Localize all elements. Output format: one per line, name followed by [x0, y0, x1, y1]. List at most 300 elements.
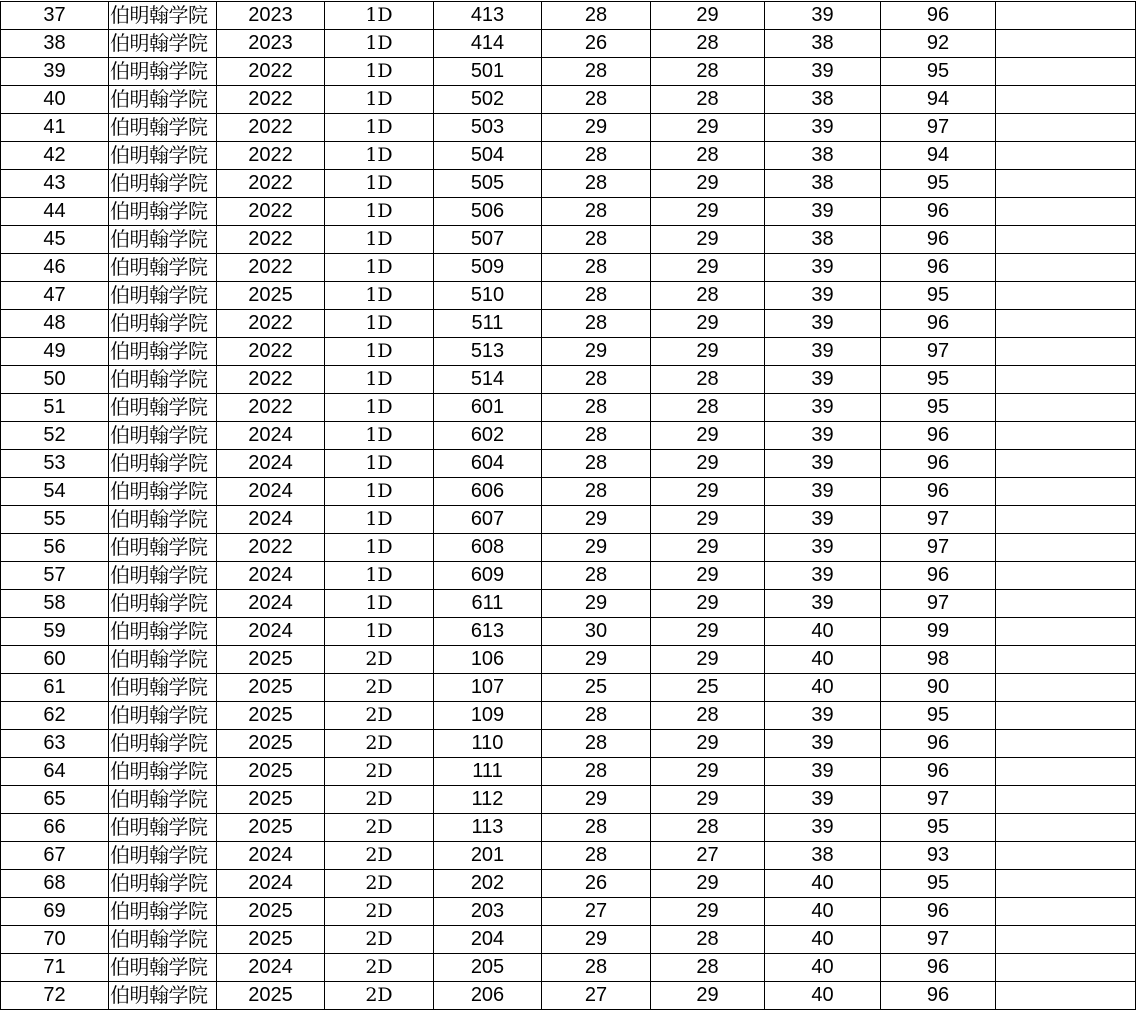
school-cell[interactable]: 伯明翰学院	[109, 338, 217, 366]
year-cell[interactable]: 2025	[217, 982, 325, 1010]
category-cell[interactable]: 2D	[325, 926, 434, 954]
school-cell[interactable]: 伯明翰学院	[109, 758, 217, 786]
score-c-cell[interactable]: 40	[765, 898, 881, 926]
room-cell[interactable]: 506	[434, 198, 542, 226]
score-a-cell[interactable]: 29	[542, 506, 651, 534]
row-number-cell[interactable]: 42	[1, 142, 109, 170]
row-number-cell[interactable]: 40	[1, 86, 109, 114]
row-number-cell[interactable]: 48	[1, 310, 109, 338]
row-number-cell[interactable]: 41	[1, 114, 109, 142]
room-cell[interactable]: 413	[434, 2, 542, 30]
total-cell[interactable]: 96	[881, 198, 996, 226]
year-cell[interactable]: 2024	[217, 422, 325, 450]
score-c-cell[interactable]: 38	[765, 86, 881, 114]
score-c-cell[interactable]: 40	[765, 954, 881, 982]
extra-cell[interactable]	[996, 842, 1136, 870]
row-number-cell[interactable]: 52	[1, 422, 109, 450]
extra-cell[interactable]	[996, 898, 1136, 926]
year-cell[interactable]: 2023	[217, 30, 325, 58]
category-cell[interactable]: 2D	[325, 702, 434, 730]
total-cell[interactable]: 97	[881, 114, 996, 142]
score-b-cell[interactable]: 29	[651, 338, 765, 366]
score-c-cell[interactable]: 39	[765, 282, 881, 310]
score-c-cell[interactable]: 38	[765, 226, 881, 254]
school-cell[interactable]: 伯明翰学院	[109, 198, 217, 226]
total-cell[interactable]: 96	[881, 310, 996, 338]
score-b-cell[interactable]: 29	[651, 198, 765, 226]
category-cell[interactable]: 1D	[325, 338, 434, 366]
extra-cell[interactable]	[996, 450, 1136, 478]
total-cell[interactable]: 96	[881, 422, 996, 450]
category-cell[interactable]: 1D	[325, 226, 434, 254]
extra-cell[interactable]	[996, 366, 1136, 394]
room-cell[interactable]: 604	[434, 450, 542, 478]
extra-cell[interactable]	[996, 926, 1136, 954]
year-cell[interactable]: 2022	[217, 170, 325, 198]
score-c-cell[interactable]: 38	[765, 842, 881, 870]
score-c-cell[interactable]: 40	[765, 618, 881, 646]
row-number-cell[interactable]: 47	[1, 282, 109, 310]
score-b-cell[interactable]: 29	[651, 758, 765, 786]
school-cell[interactable]: 伯明翰学院	[109, 2, 217, 30]
total-cell[interactable]: 95	[881, 58, 996, 86]
room-cell[interactable]: 609	[434, 562, 542, 590]
score-b-cell[interactable]: 28	[651, 86, 765, 114]
row-number-cell[interactable]: 64	[1, 758, 109, 786]
score-b-cell[interactable]: 28	[651, 282, 765, 310]
year-cell[interactable]: 2024	[217, 506, 325, 534]
score-b-cell[interactable]: 27	[651, 842, 765, 870]
room-cell[interactable]: 106	[434, 646, 542, 674]
score-b-cell[interactable]: 29	[651, 898, 765, 926]
extra-cell[interactable]	[996, 86, 1136, 114]
category-cell[interactable]: 1D	[325, 534, 434, 562]
row-number-cell[interactable]: 60	[1, 646, 109, 674]
year-cell[interactable]: 2025	[217, 730, 325, 758]
category-cell[interactable]: 1D	[325, 86, 434, 114]
score-b-cell[interactable]: 29	[651, 618, 765, 646]
extra-cell[interactable]	[996, 982, 1136, 1010]
room-cell[interactable]: 502	[434, 86, 542, 114]
extra-cell[interactable]	[996, 870, 1136, 898]
category-cell[interactable]: 2D	[325, 982, 434, 1010]
score-a-cell[interactable]: 29	[542, 646, 651, 674]
school-cell[interactable]: 伯明翰学院	[109, 226, 217, 254]
score-a-cell[interactable]: 25	[542, 674, 651, 702]
score-b-cell[interactable]: 29	[651, 982, 765, 1010]
total-cell[interactable]: 96	[881, 226, 996, 254]
total-cell[interactable]: 96	[881, 982, 996, 1010]
score-c-cell[interactable]: 39	[765, 730, 881, 758]
total-cell[interactable]: 96	[881, 954, 996, 982]
school-cell[interactable]: 伯明翰学院	[109, 646, 217, 674]
score-c-cell[interactable]: 38	[765, 170, 881, 198]
score-b-cell[interactable]: 29	[651, 730, 765, 758]
category-cell[interactable]: 1D	[325, 58, 434, 86]
extra-cell[interactable]	[996, 590, 1136, 618]
score-c-cell[interactable]: 39	[765, 534, 881, 562]
school-cell[interactable]: 伯明翰学院	[109, 674, 217, 702]
school-cell[interactable]: 伯明翰学院	[109, 842, 217, 870]
score-b-cell[interactable]: 28	[651, 58, 765, 86]
room-cell[interactable]: 611	[434, 590, 542, 618]
extra-cell[interactable]	[996, 814, 1136, 842]
year-cell[interactable]: 2022	[217, 310, 325, 338]
room-cell[interactable]: 201	[434, 842, 542, 870]
score-c-cell[interactable]: 39	[765, 758, 881, 786]
score-c-cell[interactable]: 40	[765, 982, 881, 1010]
total-cell[interactable]: 94	[881, 142, 996, 170]
row-number-cell[interactable]: 39	[1, 58, 109, 86]
score-a-cell[interactable]: 28	[542, 842, 651, 870]
score-c-cell[interactable]: 39	[765, 338, 881, 366]
category-cell[interactable]: 2D	[325, 870, 434, 898]
score-a-cell[interactable]: 28	[542, 478, 651, 506]
score-c-cell[interactable]: 40	[765, 646, 881, 674]
school-cell[interactable]: 伯明翰学院	[109, 702, 217, 730]
total-cell[interactable]: 99	[881, 618, 996, 646]
row-number-cell[interactable]: 46	[1, 254, 109, 282]
total-cell[interactable]: 93	[881, 842, 996, 870]
row-number-cell[interactable]: 45	[1, 226, 109, 254]
year-cell[interactable]: 2025	[217, 646, 325, 674]
row-number-cell[interactable]: 56	[1, 534, 109, 562]
score-a-cell[interactable]: 28	[542, 310, 651, 338]
category-cell[interactable]: 1D	[325, 310, 434, 338]
school-cell[interactable]: 伯明翰学院	[109, 366, 217, 394]
score-b-cell[interactable]: 29	[651, 562, 765, 590]
row-number-cell[interactable]: 43	[1, 170, 109, 198]
score-a-cell[interactable]: 28	[542, 730, 651, 758]
total-cell[interactable]: 92	[881, 30, 996, 58]
school-cell[interactable]: 伯明翰学院	[109, 982, 217, 1010]
year-cell[interactable]: 2025	[217, 926, 325, 954]
row-number-cell[interactable]: 49	[1, 338, 109, 366]
score-b-cell[interactable]: 29	[651, 114, 765, 142]
school-cell[interactable]: 伯明翰学院	[109, 450, 217, 478]
category-cell[interactable]: 2D	[325, 730, 434, 758]
score-a-cell[interactable]: 28	[542, 142, 651, 170]
score-a-cell[interactable]: 28	[542, 2, 651, 30]
school-cell[interactable]: 伯明翰学院	[109, 310, 217, 338]
score-c-cell[interactable]: 39	[765, 422, 881, 450]
score-a-cell[interactable]: 28	[542, 422, 651, 450]
score-c-cell[interactable]: 40	[765, 926, 881, 954]
extra-cell[interactable]	[996, 114, 1136, 142]
category-cell[interactable]: 2D	[325, 814, 434, 842]
score-a-cell[interactable]: 28	[542, 814, 651, 842]
extra-cell[interactable]	[996, 142, 1136, 170]
category-cell[interactable]: 1D	[325, 254, 434, 282]
school-cell[interactable]: 伯明翰学院	[109, 170, 217, 198]
score-c-cell[interactable]: 39	[765, 786, 881, 814]
extra-cell[interactable]	[996, 758, 1136, 786]
extra-cell[interactable]	[996, 646, 1136, 674]
school-cell[interactable]: 伯明翰学院	[109, 394, 217, 422]
total-cell[interactable]: 96	[881, 254, 996, 282]
room-cell[interactable]: 505	[434, 170, 542, 198]
school-cell[interactable]: 伯明翰学院	[109, 58, 217, 86]
row-number-cell[interactable]: 53	[1, 450, 109, 478]
school-cell[interactable]: 伯明翰学院	[109, 898, 217, 926]
school-cell[interactable]: 伯明翰学院	[109, 506, 217, 534]
school-cell[interactable]: 伯明翰学院	[109, 870, 217, 898]
row-number-cell[interactable]: 38	[1, 30, 109, 58]
score-c-cell[interactable]: 40	[765, 674, 881, 702]
extra-cell[interactable]	[996, 478, 1136, 506]
score-a-cell[interactable]: 29	[542, 786, 651, 814]
row-number-cell[interactable]: 72	[1, 982, 109, 1010]
row-number-cell[interactable]: 65	[1, 786, 109, 814]
score-a-cell[interactable]: 28	[542, 226, 651, 254]
row-number-cell[interactable]: 59	[1, 618, 109, 646]
score-a-cell[interactable]: 28	[542, 282, 651, 310]
year-cell[interactable]: 2022	[217, 534, 325, 562]
year-cell[interactable]: 2024	[217, 870, 325, 898]
total-cell[interactable]: 97	[881, 786, 996, 814]
score-a-cell[interactable]: 28	[542, 702, 651, 730]
score-b-cell[interactable]: 29	[651, 870, 765, 898]
room-cell[interactable]: 514	[434, 366, 542, 394]
room-cell[interactable]: 601	[434, 394, 542, 422]
school-cell[interactable]: 伯明翰学院	[109, 254, 217, 282]
score-a-cell[interactable]: 28	[542, 954, 651, 982]
score-c-cell[interactable]: 39	[765, 478, 881, 506]
category-cell[interactable]: 1D	[325, 114, 434, 142]
row-number-cell[interactable]: 63	[1, 730, 109, 758]
score-c-cell[interactable]: 40	[765, 870, 881, 898]
score-b-cell[interactable]: 29	[651, 226, 765, 254]
row-number-cell[interactable]: 51	[1, 394, 109, 422]
category-cell[interactable]: 1D	[325, 422, 434, 450]
year-cell[interactable]: 2025	[217, 898, 325, 926]
total-cell[interactable]: 96	[881, 758, 996, 786]
year-cell[interactable]: 2025	[217, 786, 325, 814]
score-b-cell[interactable]: 29	[651, 534, 765, 562]
score-a-cell[interactable]: 28	[542, 58, 651, 86]
category-cell[interactable]: 1D	[325, 142, 434, 170]
score-b-cell[interactable]: 28	[651, 954, 765, 982]
category-cell[interactable]: 2D	[325, 646, 434, 674]
school-cell[interactable]: 伯明翰学院	[109, 562, 217, 590]
room-cell[interactable]: 501	[434, 58, 542, 86]
score-b-cell[interactable]: 29	[651, 786, 765, 814]
score-a-cell[interactable]: 29	[542, 590, 651, 618]
total-cell[interactable]: 95	[881, 282, 996, 310]
year-cell[interactable]: 2022	[217, 366, 325, 394]
extra-cell[interactable]	[996, 562, 1136, 590]
score-b-cell[interactable]: 29	[651, 170, 765, 198]
extra-cell[interactable]	[996, 394, 1136, 422]
score-b-cell[interactable]: 29	[651, 646, 765, 674]
room-cell[interactable]: 613	[434, 618, 542, 646]
room-cell[interactable]: 113	[434, 814, 542, 842]
extra-cell[interactable]	[996, 226, 1136, 254]
room-cell[interactable]: 111	[434, 758, 542, 786]
school-cell[interactable]: 伯明翰学院	[109, 30, 217, 58]
score-a-cell[interactable]: 28	[542, 758, 651, 786]
total-cell[interactable]: 95	[881, 170, 996, 198]
year-cell[interactable]: 2024	[217, 618, 325, 646]
total-cell[interactable]: 94	[881, 86, 996, 114]
school-cell[interactable]: 伯明翰学院	[109, 142, 217, 170]
row-number-cell[interactable]: 71	[1, 954, 109, 982]
room-cell[interactable]: 608	[434, 534, 542, 562]
category-cell[interactable]: 1D	[325, 562, 434, 590]
score-a-cell[interactable]: 27	[542, 898, 651, 926]
category-cell[interactable]: 1D	[325, 450, 434, 478]
score-c-cell[interactable]: 39	[765, 506, 881, 534]
score-a-cell[interactable]: 28	[542, 562, 651, 590]
year-cell[interactable]: 2024	[217, 562, 325, 590]
year-cell[interactable]: 2025	[217, 814, 325, 842]
room-cell[interactable]: 203	[434, 898, 542, 926]
total-cell[interactable]: 97	[881, 338, 996, 366]
total-cell[interactable]: 95	[881, 814, 996, 842]
room-cell[interactable]: 504	[434, 142, 542, 170]
category-cell[interactable]: 2D	[325, 758, 434, 786]
score-a-cell[interactable]: 28	[542, 366, 651, 394]
school-cell[interactable]: 伯明翰学院	[109, 814, 217, 842]
category-cell[interactable]: 1D	[325, 170, 434, 198]
score-c-cell[interactable]: 39	[765, 450, 881, 478]
year-cell[interactable]: 2022	[217, 394, 325, 422]
score-c-cell[interactable]: 39	[765, 590, 881, 618]
row-number-cell[interactable]: 69	[1, 898, 109, 926]
row-number-cell[interactable]: 68	[1, 870, 109, 898]
score-a-cell[interactable]: 29	[542, 114, 651, 142]
year-cell[interactable]: 2022	[217, 114, 325, 142]
school-cell[interactable]: 伯明翰学院	[109, 86, 217, 114]
school-cell[interactable]: 伯明翰学院	[109, 926, 217, 954]
score-c-cell[interactable]: 39	[765, 2, 881, 30]
room-cell[interactable]: 107	[434, 674, 542, 702]
total-cell[interactable]: 90	[881, 674, 996, 702]
room-cell[interactable]: 202	[434, 870, 542, 898]
school-cell[interactable]: 伯明翰学院	[109, 590, 217, 618]
room-cell[interactable]: 509	[434, 254, 542, 282]
row-number-cell[interactable]: 54	[1, 478, 109, 506]
row-number-cell[interactable]: 37	[1, 2, 109, 30]
total-cell[interactable]: 96	[881, 478, 996, 506]
total-cell[interactable]: 98	[881, 646, 996, 674]
extra-cell[interactable]	[996, 786, 1136, 814]
category-cell[interactable]: 1D	[325, 198, 434, 226]
total-cell[interactable]: 97	[881, 534, 996, 562]
score-b-cell[interactable]: 28	[651, 30, 765, 58]
room-cell[interactable]: 110	[434, 730, 542, 758]
extra-cell[interactable]	[996, 198, 1136, 226]
year-cell[interactable]: 2023	[217, 2, 325, 30]
score-b-cell[interactable]: 25	[651, 674, 765, 702]
row-number-cell[interactable]: 55	[1, 506, 109, 534]
row-number-cell[interactable]: 57	[1, 562, 109, 590]
score-a-cell[interactable]: 29	[542, 338, 651, 366]
year-cell[interactable]: 2024	[217, 590, 325, 618]
school-cell[interactable]: 伯明翰学院	[109, 730, 217, 758]
score-b-cell[interactable]: 29	[651, 450, 765, 478]
score-c-cell[interactable]: 39	[765, 310, 881, 338]
score-b-cell[interactable]: 28	[651, 366, 765, 394]
room-cell[interactable]: 112	[434, 786, 542, 814]
score-c-cell[interactable]: 38	[765, 30, 881, 58]
row-number-cell[interactable]: 67	[1, 842, 109, 870]
score-c-cell[interactable]: 38	[765, 142, 881, 170]
score-c-cell[interactable]: 39	[765, 254, 881, 282]
category-cell[interactable]: 2D	[325, 898, 434, 926]
total-cell[interactable]: 97	[881, 506, 996, 534]
year-cell[interactable]: 2022	[217, 198, 325, 226]
score-c-cell[interactable]: 39	[765, 114, 881, 142]
score-a-cell[interactable]: 30	[542, 618, 651, 646]
total-cell[interactable]: 95	[881, 870, 996, 898]
room-cell[interactable]: 602	[434, 422, 542, 450]
extra-cell[interactable]	[996, 170, 1136, 198]
score-b-cell[interactable]: 28	[651, 814, 765, 842]
extra-cell[interactable]	[996, 338, 1136, 366]
year-cell[interactable]: 2024	[217, 954, 325, 982]
score-a-cell[interactable]: 26	[542, 870, 651, 898]
school-cell[interactable]: 伯明翰学院	[109, 282, 217, 310]
score-a-cell[interactable]: 28	[542, 394, 651, 422]
score-c-cell[interactable]: 39	[765, 814, 881, 842]
year-cell[interactable]: 2022	[217, 142, 325, 170]
extra-cell[interactable]	[996, 534, 1136, 562]
room-cell[interactable]: 510	[434, 282, 542, 310]
category-cell[interactable]: 1D	[325, 30, 434, 58]
room-cell[interactable]: 606	[434, 478, 542, 506]
year-cell[interactable]: 2025	[217, 702, 325, 730]
score-c-cell[interactable]: 39	[765, 702, 881, 730]
score-c-cell[interactable]: 39	[765, 198, 881, 226]
score-c-cell[interactable]: 39	[765, 366, 881, 394]
school-cell[interactable]: 伯明翰学院	[109, 618, 217, 646]
year-cell[interactable]: 2025	[217, 674, 325, 702]
year-cell[interactable]: 2024	[217, 450, 325, 478]
year-cell[interactable]: 2024	[217, 842, 325, 870]
extra-cell[interactable]	[996, 702, 1136, 730]
category-cell[interactable]: 1D	[325, 2, 434, 30]
category-cell[interactable]: 1D	[325, 394, 434, 422]
score-a-cell[interactable]: 27	[542, 982, 651, 1010]
total-cell[interactable]: 96	[881, 2, 996, 30]
room-cell[interactable]: 513	[434, 338, 542, 366]
score-a-cell[interactable]: 26	[542, 30, 651, 58]
extra-cell[interactable]	[996, 506, 1136, 534]
school-cell[interactable]: 伯明翰学院	[109, 954, 217, 982]
score-b-cell[interactable]: 29	[651, 254, 765, 282]
school-cell[interactable]: 伯明翰学院	[109, 786, 217, 814]
row-number-cell[interactable]: 44	[1, 198, 109, 226]
extra-cell[interactable]	[996, 730, 1136, 758]
score-b-cell[interactable]: 29	[651, 590, 765, 618]
total-cell[interactable]: 95	[881, 702, 996, 730]
total-cell[interactable]: 96	[881, 730, 996, 758]
category-cell[interactable]: 2D	[325, 674, 434, 702]
score-b-cell[interactable]: 29	[651, 422, 765, 450]
total-cell[interactable]: 96	[881, 898, 996, 926]
score-b-cell[interactable]: 28	[651, 142, 765, 170]
row-number-cell[interactable]: 61	[1, 674, 109, 702]
score-c-cell[interactable]: 39	[765, 394, 881, 422]
row-number-cell[interactable]: 66	[1, 814, 109, 842]
year-cell[interactable]: 2024	[217, 478, 325, 506]
score-c-cell[interactable]: 39	[765, 562, 881, 590]
category-cell[interactable]: 1D	[325, 618, 434, 646]
year-cell[interactable]: 2022	[217, 86, 325, 114]
year-cell[interactable]: 2025	[217, 758, 325, 786]
year-cell[interactable]: 2022	[217, 58, 325, 86]
